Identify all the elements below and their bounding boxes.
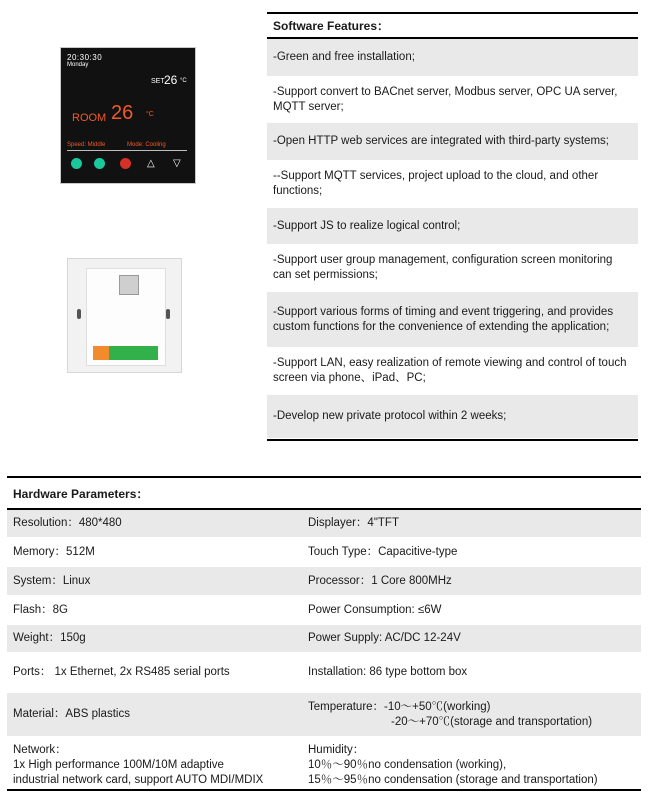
up-arrow-icon: △ <box>147 158 155 169</box>
feature-row: -Support convert to BACnet server, Modbus server, OPC UA server, MQTT server; <box>267 77 638 123</box>
param-cell: Power Supply: AC/DC 12-24V <box>308 632 461 644</box>
network-line: 1x High performance 100M/10M adaptive <box>13 759 224 771</box>
param-cell: Power Consumption: ≤6W <box>308 603 442 616</box>
table-bottom-rule <box>267 439 638 441</box>
mounting-hole-right <box>166 309 170 319</box>
param-cell: Material：ABS plastics <box>13 708 130 720</box>
feature-row: --Support MQTT services, project upload to the cloud, and other functions; <box>267 161 638 208</box>
temperature-line: -20～+70℃(storage and transportation) <box>391 715 593 728</box>
power-terminal-block <box>93 346 109 360</box>
rs485-terminal-block <box>109 346 158 360</box>
param-cell: Flash：8G <box>13 603 68 616</box>
network-line: Network： <box>13 744 67 756</box>
thermostat-back-image <box>67 258 182 373</box>
table-row <box>7 625 641 653</box>
table-row <box>7 538 641 567</box>
hardware-parameters-title: Hardware Parameters： <box>7 478 641 510</box>
table-row <box>7 737 641 789</box>
feature-row: -Develop new private protocol within 2 weeks; <box>267 395 638 439</box>
param-cell: Processor：1 Core 800MHz <box>308 574 452 587</box>
feature-row: -Green and free installation; <box>267 39 638 77</box>
ethernet-port-icon <box>119 275 139 295</box>
clock-time: 20:30:30 <box>67 53 103 62</box>
humidity-line: 15％～95％no condensation (storage and transportation) <box>308 774 598 786</box>
mode-status: Mode: Cooling <box>127 142 166 148</box>
table-row <box>7 510 641 538</box>
down-arrow-icon: ▽ <box>173 158 181 169</box>
clock-day: Monday <box>67 62 89 68</box>
feature-row: -Support user group management, configuration screen monitoring can set permissions; <box>267 245 638 292</box>
room-temperature: 26 <box>111 102 134 124</box>
feature-row: -Support LAN, easy realization of remote viewing and control of touch screen via phone、iPad、PC; <box>267 348 638 395</box>
mode-button-icon <box>94 158 105 169</box>
network-line: industrial network card, support AUTO MDI/MDIX <box>13 774 264 786</box>
hardware-parameters-table <box>7 476 641 791</box>
param-cell: Ports： 1x Ethernet, 2x RS485 serial ports <box>13 666 230 678</box>
set-unit: °C <box>180 78 187 84</box>
software-features-table <box>267 12 638 441</box>
set-label: SET <box>151 78 165 85</box>
param-cell: Weight：150g <box>13 632 86 644</box>
power-button-icon <box>120 158 131 169</box>
feature-row: -Support various forms of timing and event triggering, and provides custom functions for the convenience of extending the application; <box>267 292 638 348</box>
table-row <box>7 693 641 737</box>
room-label: ROOM <box>72 112 107 124</box>
param-cell: Memory：512M <box>13 545 95 558</box>
param-cell: Installation: 86 type bottom box <box>308 666 468 678</box>
table-row <box>7 653 641 693</box>
set-temperature: 26 <box>164 73 178 87</box>
table-row <box>7 567 641 596</box>
param-cell: Displayer：4"TFT <box>308 517 399 529</box>
feature-row: -Support JS to realize logical control; <box>267 208 638 245</box>
param-cell: Resolution：480*480 <box>13 517 122 529</box>
humidity-line: Humidity： <box>308 744 365 756</box>
fan-speed-status: Speed: Middle <box>67 142 106 148</box>
param-cell <box>7 737 302 788</box>
param-cell <box>302 693 641 736</box>
fan-button-icon <box>71 158 82 169</box>
divider-line <box>67 150 187 151</box>
table-row <box>7 596 641 625</box>
humidity-line: 10％～90％no condensation (working), <box>308 759 507 771</box>
temperature-line: Temperature：-10～+50℃(working) <box>308 700 491 713</box>
software-features-title: Software Features： <box>267 14 638 39</box>
param-cell <box>302 737 641 788</box>
room-unit: °C <box>146 111 154 118</box>
param-cell: System：Linux <box>13 574 91 587</box>
thermostat-front-image <box>60 47 196 184</box>
mounting-hole-left <box>77 309 81 319</box>
param-cell: Touch Type：Capacitive-type <box>308 545 458 558</box>
table-bottom-rule <box>7 789 641 791</box>
feature-row: -Open HTTP web services are integrated with third-party systems; <box>267 123 638 161</box>
